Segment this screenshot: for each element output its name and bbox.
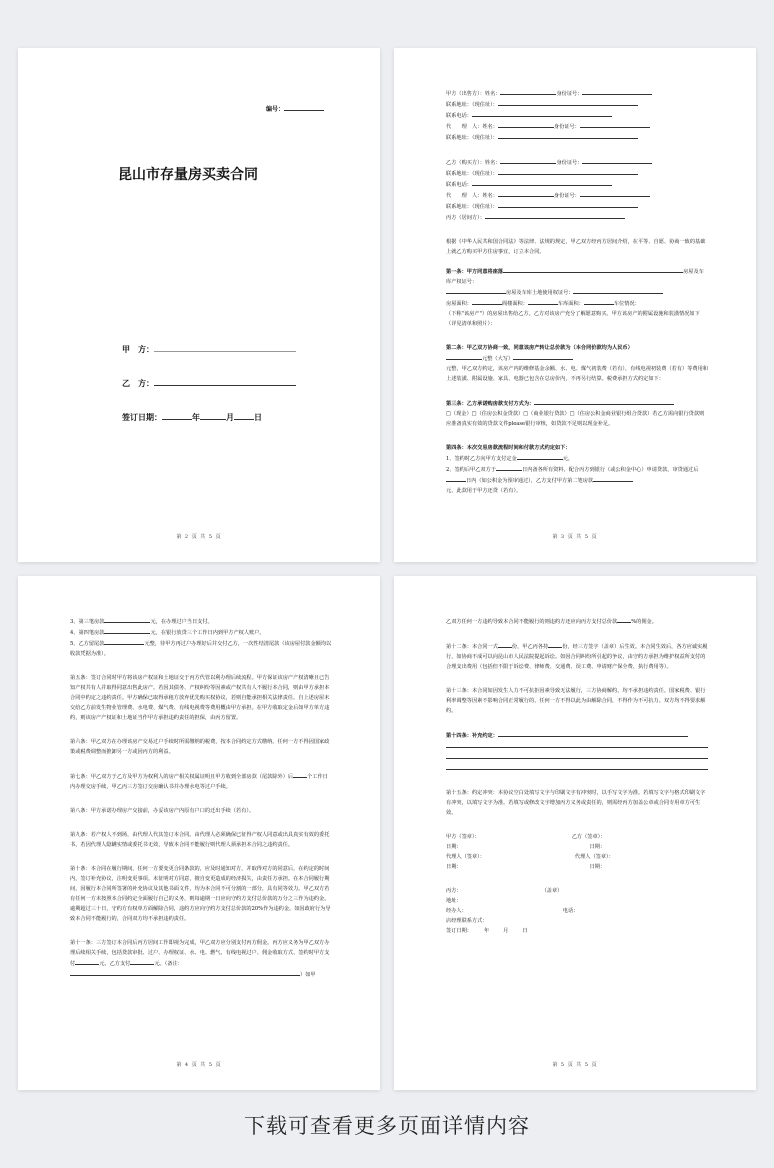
sign-date-field: 签订日期： 年 月 日 bbox=[122, 412, 262, 422]
contract-title: 昆山市存量房买卖合同 bbox=[118, 167, 258, 183]
page-footer: 第 4 页 共 5 页 bbox=[176, 1062, 222, 1068]
contract-page-3 bbox=[18, 576, 380, 1090]
page-body: 乙双方任何一方违约导致本合同不能履行的则违约方还应向丙方支付总价款 %的佣金。 第十二条：本合同一式 份，甲乙丙各持 份，经三方签字（盖章）后生效。本合同生效后，各方应诚实履行，如协商不成可以向昆山市人民法院提起诉讼。如因合同纠纷所引起的争议，由守约方承担为维护权益所支付的合理支出费用（包括但不限于诉讼费、律师费、交通费、误工费、申请财产保全费、执行费用等）。 第十三条：本合同如因发生人力不可抗拒因素导致无法履行，三方协商解约，均不承担违约责任。国家税费、银行利率调整等因素不影响合同正常履行的，任何一方不得以此为由解除合同，不得作为不可抗力。双方均不得要求解约。 第十四条：补充约定： 第十五条：约定冲突：本协议空白处填写文字与印刷文字有冲突时，以手写文字为准。若填写文字与格式印刷文字有冲突，以填写文字为准。若填写或修改文字增加丙方义务或责任的，则需经丙方加盖公章或合同专用章方可生效。 甲方（签章）： 乙方（签章）： 日期： 日期： 代理人（签章）： 代理人（签章）： 日期： 日期： 丙方： （盖章） 地址： 经办人： 电话： 店经理联系方式： 签订日期： 年 月 日 bbox=[446, 616, 708, 936]
page-footer: 第 5 页 共 5 页 bbox=[552, 1062, 598, 1068]
contract-page-4 bbox=[394, 576, 756, 1090]
download-caption: 下载可查看更多页面详情内容 bbox=[244, 1114, 530, 1138]
page-footer: 第 3 页 共 5 页 bbox=[552, 534, 598, 540]
party-a-field: 甲 方： bbox=[122, 344, 296, 355]
party-b-field: 乙 方： bbox=[122, 378, 296, 389]
contract-number-label: 编号： bbox=[266, 104, 324, 113]
preamble-text: 根据《中华人民共和国合同法》等法律、法规的规定，甲乙双方经丙方居间介绍，在平等、自愿、协商一致的基础上就乙方购买甲方住房事宜，订立本合同。 bbox=[446, 239, 706, 255]
contract-page-cover bbox=[18, 48, 380, 562]
page-body: 3、第三笔房款 元，在办理过户当日支付。 4、第四笔房款 元，在银行放贷三个工作日内到甲方产权人账户。 5、乙方留尾款 元整，待甲方再过户办理好后并交付乙方，一次性结清尾款（该房屋付款金额均以收款凭据为准）。 第五条：签订合同时甲方将该房产权证和土地证交于丙方代管以利办理后续流程。甲方保证该房产产权清晰且已告知产权共有人并取得同意出售此房产。若因其债务、产权纠纷等因素或产权共有人不履行本合同，则由甲方承担本合同中约定之违约责任。甲方确保已取得承租方放弃优先购买权协议，若则自能承担相关法律责任。自上述房屋未交给乙方前发生物业管理费、水电费、煤气费、有线电视费等费用概由甲方承担。在甲方收取定金后如甲方单方违约，则该房产产权证和土地证当作甲方承担违约责任的担保，由丙方留置。 第六条：甲乙双方在办理该房产交易过户手续时所需缴纳的税费，按本合同约定方式缴纳。任何一方不得因国家政策或税费调整而推卸另一方或因丙方的利益。 第七条：甲乙双方于乙方及甲方为权利人的房产相关权属证明且甲方收到全部房款（尾款除外）后 个工作日内办理交房手续，甲乙丙三方签订交房确认书并办理水电等过户手续。 第八条：甲方承诺办理房产交接前，办妥该房产内原有户口的迁出手续（若有）。 第九条：若产权人不到场，由代理人代其签订本合同。由代理人必须确保已征得产权人同意或出具真实有效的委托书，若因代理人隐瞒实情或委托书无效，导致本合同不能履行则代理人须承担本合同之违约责任。 第十条：本合同在履行期间，任何一方要变更合同条款的，应及时通知对方，并取得对方的同意后，在约定的时间内，签订补充协议，注明变更事项。未征明对方同意，擅自变更造成的经济损失，由责任方承担。在本合同履行期间，因履行本合同所签署的补充协议及其他书面文件，均为本合同不可分割的一部分，具有同等效力。甲乙双方若有任何一方未按照本合同约定全面履行自己的义务，则每逾期一日应向守约方支付总价款的万分之三作为违约金。逾期超过三十日，守约方有权单方面解除合同，违约方应向守约方支付总价款的20%作为违约金。如因政府行为导致本合同不能履行的，合同双方均不承担违约责任。 第十一条：三方签订本合同后丙方居间工作即视为完成，甲乙双方应分别支付丙方佣金。丙方应义务为甲乙双方办理后续相关手续，包括贷款审批、过户、办理权证、水、电、燃气、有线电视过户、佣金收取方式、签约时甲方支付 元，乙方支付 元。（备注： ）如甲 bbox=[70, 616, 332, 980]
page-footer: 第 2 页 共 5 页 bbox=[176, 534, 222, 540]
page-body: 甲方（出售方）：姓名： 身份证号： 联系地址：（现住址）： 联系电话： 代 理 人：姓名： 身份证号： 联系地址：（现住址）： 乙方（购买方）：姓名： 身份证号： 联系地址：（现住址）： 联系电话： 代 理 人：姓名： 身份证号： 联系地址：（现住址）： 丙方（居间方）： 根据《中华人民共和国合同法》等法律、法规的规定，甲乙双方经丙方居间介绍，在平等、自愿、协商一致的基础上就乙方购买甲方住房事宜，订立本合同。 第一条：甲方同意将座落 房屋及车库产权证号： 房屋及车库土地使用权证号： 房屋面积： 阁楼面积： 车库面积： 车位情况： （下称"该房产"）的房屋出售给乙方。乙方对该房产充分了解愿意购买。甲方该房产的附属设施和装潢情况如下（详见清单和照片）： 第二条：甲乙双方协商一致，同意该房产转让总价款为（本合同价款均为人民币） 元整（大写） 元整，甲乙双方约定，该房产内的维修基金余额、水、电、煤气初装费（若有），有线电视初装费（若有）等费用和上述装潢、附属设施、家具、电器已包含在总房价内，不再另行结算。税费承担方式约定如下： 第三条：乙方承诺购房款支付方式为： □（现金）□（住房公积金贷款）□（商业银行贷款）□（住房公积金商业银行组合贷款）若乙方需向银行贷款则应准备真实有效的贷款文件please银行审核，如贷款不足则以现金补足。 第四条：本次交易房款流程时间和付款方式约定如下： 1、签约时乙方向甲方支付定金 元， 2、签约后甲乙双方于 日内备各所有资料，配合丙方到银行（或公积金中心）申请贷款，审贷通过后 日内（如公积金为预审通过），乙方支付甲方第二笔房款 元，此款用于甲方还贷（若有）。 bbox=[446, 88, 708, 496]
contract-page-2 bbox=[394, 48, 756, 562]
